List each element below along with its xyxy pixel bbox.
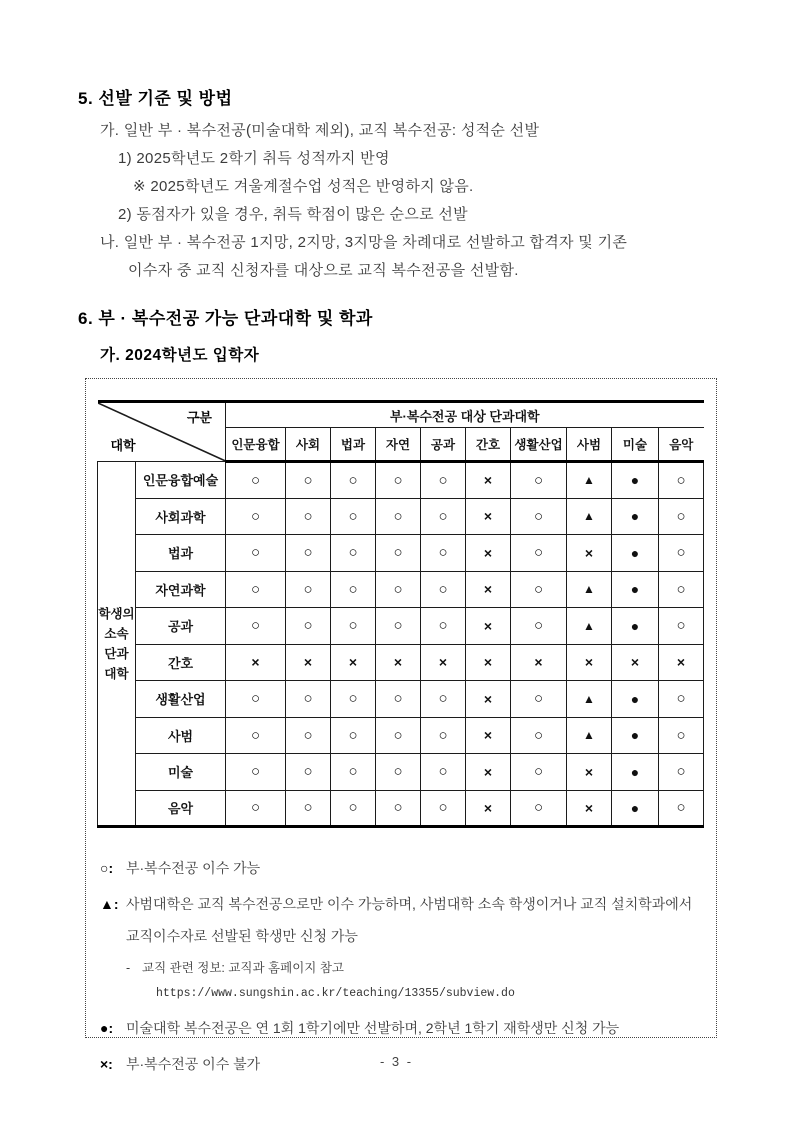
row-label: 미술 xyxy=(136,754,226,791)
availability-cell: × xyxy=(466,498,511,535)
table-row xyxy=(98,608,704,645)
availability-cell: ● xyxy=(612,462,659,499)
availability-cell: × xyxy=(226,644,286,681)
availability-cell: ○ xyxy=(421,608,466,645)
availability-cell: ○ xyxy=(511,681,567,718)
availability-cell: ○ xyxy=(376,535,421,572)
availability-cell: ▲ xyxy=(567,462,612,499)
availability-cell: ○ xyxy=(286,498,331,535)
availability-cell: ○ xyxy=(511,717,567,754)
row-label: 사회과학 xyxy=(136,498,226,535)
row-label: 공과 xyxy=(136,608,226,645)
page-number: - 3 - xyxy=(379,1054,414,1069)
availability-cell: × xyxy=(466,754,511,791)
availability-cell: ○ xyxy=(511,535,567,572)
legend-marker: ○: xyxy=(100,860,114,876)
availability-cell: × xyxy=(567,535,612,572)
availability-cell: ○ xyxy=(659,790,704,827)
row-group-label: 학생의 소속 단과 대학 xyxy=(98,462,136,827)
availability-cell: ● xyxy=(612,571,659,608)
row-label: 인문융합예술 xyxy=(136,462,226,499)
availability-cell: ○ xyxy=(659,717,704,754)
legend-item xyxy=(100,888,704,952)
availability-cell: ○ xyxy=(659,608,704,645)
availability-cell: ○ xyxy=(331,754,376,791)
column-header: 음악 xyxy=(659,428,704,462)
section5-title: 5. 선발 기준 및 방법 xyxy=(78,89,233,108)
availability-cell: ○ xyxy=(376,608,421,645)
body-line: 2) 동점자가 있을 경우, 취득 학점이 많은 순으로 선발 xyxy=(118,206,468,223)
availability-cell: × xyxy=(331,644,376,681)
legend-item xyxy=(126,956,704,1006)
corner-label-daehak: 대학 xyxy=(110,438,136,453)
availability-cell: ○ xyxy=(226,462,286,499)
availability-cell: ○ xyxy=(286,462,331,499)
availability-cell: ○ xyxy=(226,790,286,827)
row-label: 음악 xyxy=(136,790,226,827)
availability-cell: ○ xyxy=(659,681,704,718)
row-label: 자연과학 xyxy=(136,571,226,608)
availability-cell: ○ xyxy=(376,754,421,791)
body-line: ※ 2025학년도 겨울계절수업 성적은 반영하지 않음. xyxy=(133,178,474,195)
availability-cell: ○ xyxy=(286,535,331,572)
availability-cell: ○ xyxy=(376,462,421,499)
availability-cell: ○ xyxy=(511,462,567,499)
availability-cell: × xyxy=(466,462,511,499)
legend-marker: ▲: xyxy=(100,896,119,912)
table-legend-box xyxy=(85,378,717,1072)
table-row xyxy=(98,717,704,754)
availability-cell: ○ xyxy=(421,535,466,572)
column-header: 사회 xyxy=(286,428,331,462)
availability-cell: ○ xyxy=(376,790,421,827)
column-header: 간호 xyxy=(466,428,511,462)
legend-text: 부·복수전공 이수 불가 xyxy=(126,1056,261,1072)
availability-cell: ○ xyxy=(286,754,331,791)
availability-cell: × xyxy=(376,644,421,681)
corner-label-gubun: 구분 xyxy=(186,410,212,425)
availability-cell: ○ xyxy=(376,717,421,754)
column-header: 공과 xyxy=(421,428,466,462)
section-available-colleges xyxy=(78,304,743,365)
major-availability-table xyxy=(97,400,704,828)
availability-cell: ○ xyxy=(421,571,466,608)
availability-cell: ○ xyxy=(376,571,421,608)
availability-cell: ○ xyxy=(286,571,331,608)
availability-cell: ○ xyxy=(659,535,704,572)
availability-cell: ○ xyxy=(226,717,286,754)
availability-cell: ○ xyxy=(331,571,376,608)
availability-cell: ○ xyxy=(659,462,704,499)
availability-cell: × xyxy=(466,790,511,827)
availability-cell: ○ xyxy=(659,754,704,791)
availability-cell: ○ xyxy=(331,790,376,827)
section-selection-criteria xyxy=(78,84,743,285)
column-header: 인문융합 xyxy=(226,428,286,462)
row-label: 사범 xyxy=(136,717,226,754)
table-row xyxy=(98,498,704,535)
legend xyxy=(100,852,704,1080)
legend-item xyxy=(100,1012,704,1044)
legend-marker: ●: xyxy=(100,1020,114,1036)
availability-cell: ▲ xyxy=(567,498,612,535)
availability-cell: × xyxy=(421,644,466,681)
availability-cell: ○ xyxy=(286,717,331,754)
row-label: 간호 xyxy=(136,644,226,681)
availability-cell: ● xyxy=(612,608,659,645)
table-row xyxy=(98,754,704,791)
legend-text: 미술대학 복수전공은 연 1회 1학기에만 선발하며, 2학년 1학기 재학생만 신청 가능 xyxy=(126,1020,620,1036)
availability-cell: ○ xyxy=(511,608,567,645)
availability-cell: ○ xyxy=(659,571,704,608)
availability-cell: ○ xyxy=(421,754,466,791)
availability-cell: × xyxy=(286,644,331,681)
availability-cell: ○ xyxy=(286,790,331,827)
availability-cell: × xyxy=(567,754,612,791)
availability-cell: ○ xyxy=(511,754,567,791)
section5-body xyxy=(78,117,743,285)
span-header-target-colleges: 부·복수전공 대상 단과대학 xyxy=(226,402,704,428)
availability-cell: ○ xyxy=(511,498,567,535)
availability-cell: ○ xyxy=(226,608,286,645)
row-label: 생활산업 xyxy=(136,681,226,718)
row-label: 법과 xyxy=(136,535,226,572)
table-row xyxy=(98,571,704,608)
availability-cell: ○ xyxy=(286,681,331,718)
availability-cell: ● xyxy=(612,535,659,572)
availability-cell: × xyxy=(466,535,511,572)
body-line: 1) 2025학년도 2학기 취득 성적까지 반영 xyxy=(118,150,390,167)
availability-cell: ○ xyxy=(421,462,466,499)
availability-cell: × xyxy=(466,717,511,754)
table-row xyxy=(98,681,704,718)
availability-cell: ○ xyxy=(331,717,376,754)
section6-subtitle: 가. 2024학년도 입학자 xyxy=(100,347,260,364)
availability-cell: ○ xyxy=(226,681,286,718)
body-line: 나. 일반 부 · 복수전공 1지망, 2지망, 3지망을 차례대로 선발하고 합격자 및 기존 xyxy=(100,234,628,251)
table-row xyxy=(98,462,704,499)
availability-cell: × xyxy=(466,571,511,608)
availability-cell: ▲ xyxy=(567,571,612,608)
availability-cell: ○ xyxy=(376,498,421,535)
legend-text: 교직 관련 정보: 교직과 홈페이지 참고 xyxy=(142,961,344,975)
availability-cell: ● xyxy=(612,790,659,827)
availability-cell: ○ xyxy=(421,717,466,754)
availability-cell: ○ xyxy=(376,681,421,718)
availability-cell: ○ xyxy=(659,498,704,535)
column-header: 미술 xyxy=(612,428,659,462)
availability-cell: ○ xyxy=(511,571,567,608)
legend-marker: ×: xyxy=(100,1056,113,1072)
availability-cell: × xyxy=(466,608,511,645)
availability-cell: ○ xyxy=(331,681,376,718)
body-line: 이수자 중 교직 신청자를 대상으로 교직 복수전공을 선발함. xyxy=(128,262,519,279)
column-header: 자연 xyxy=(376,428,421,462)
availability-cell: ○ xyxy=(226,498,286,535)
availability-cell: × xyxy=(511,644,567,681)
availability-cell: ○ xyxy=(286,608,331,645)
availability-cell: × xyxy=(466,681,511,718)
availability-cell: × xyxy=(659,644,704,681)
legend-item xyxy=(100,852,704,884)
availability-cell: ▲ xyxy=(567,608,612,645)
teaching-url[interactable]: https://www.sungshin.ac.kr/teaching/13355/subview.do xyxy=(156,987,515,1000)
corner-header-cell xyxy=(98,402,226,462)
availability-cell: ○ xyxy=(421,498,466,535)
availability-cell: ○ xyxy=(421,790,466,827)
availability-cell: ● xyxy=(612,498,659,535)
column-header: 법과 xyxy=(331,428,376,462)
availability-cell: ▲ xyxy=(567,681,612,718)
table-row xyxy=(98,790,704,827)
column-header: 사범 xyxy=(567,428,612,462)
availability-cell: ● xyxy=(612,681,659,718)
table-row xyxy=(98,535,704,572)
availability-cell: ▲ xyxy=(567,717,612,754)
table-row xyxy=(98,644,704,681)
availability-cell: ● xyxy=(612,754,659,791)
availability-cell: ○ xyxy=(331,498,376,535)
availability-cell: ○ xyxy=(331,535,376,572)
availability-cell: × xyxy=(567,790,612,827)
availability-cell: ○ xyxy=(331,462,376,499)
availability-cell: ○ xyxy=(226,754,286,791)
section6-title: 6. 부 · 복수전공 가능 단과대학 및 학과 xyxy=(78,309,373,328)
availability-cell: ○ xyxy=(511,790,567,827)
availability-cell: ○ xyxy=(226,535,286,572)
availability-cell: ○ xyxy=(226,571,286,608)
availability-cell: × xyxy=(567,644,612,681)
body-line: 가. 일반 부 · 복수전공(미술대학 제외), 교직 복수전공: 성적순 선발 xyxy=(100,122,540,139)
availability-cell: ○ xyxy=(421,681,466,718)
availability-cell: × xyxy=(466,644,511,681)
availability-cell: × xyxy=(612,644,659,681)
availability-cell: ● xyxy=(612,717,659,754)
column-header: 생활산업 xyxy=(511,428,567,462)
availability-cell: ○ xyxy=(331,608,376,645)
legend-text: 부·복수전공 이수 가능 xyxy=(126,860,261,876)
legend-marker: - xyxy=(126,961,131,975)
legend-text: 사범대학은 교직 복수전공으로만 이수 가능하며, 사범대학 소속 학생이거나 교직 설치학과에서 교직이수자로 선발된 학생만 신청 가능 xyxy=(126,896,693,944)
